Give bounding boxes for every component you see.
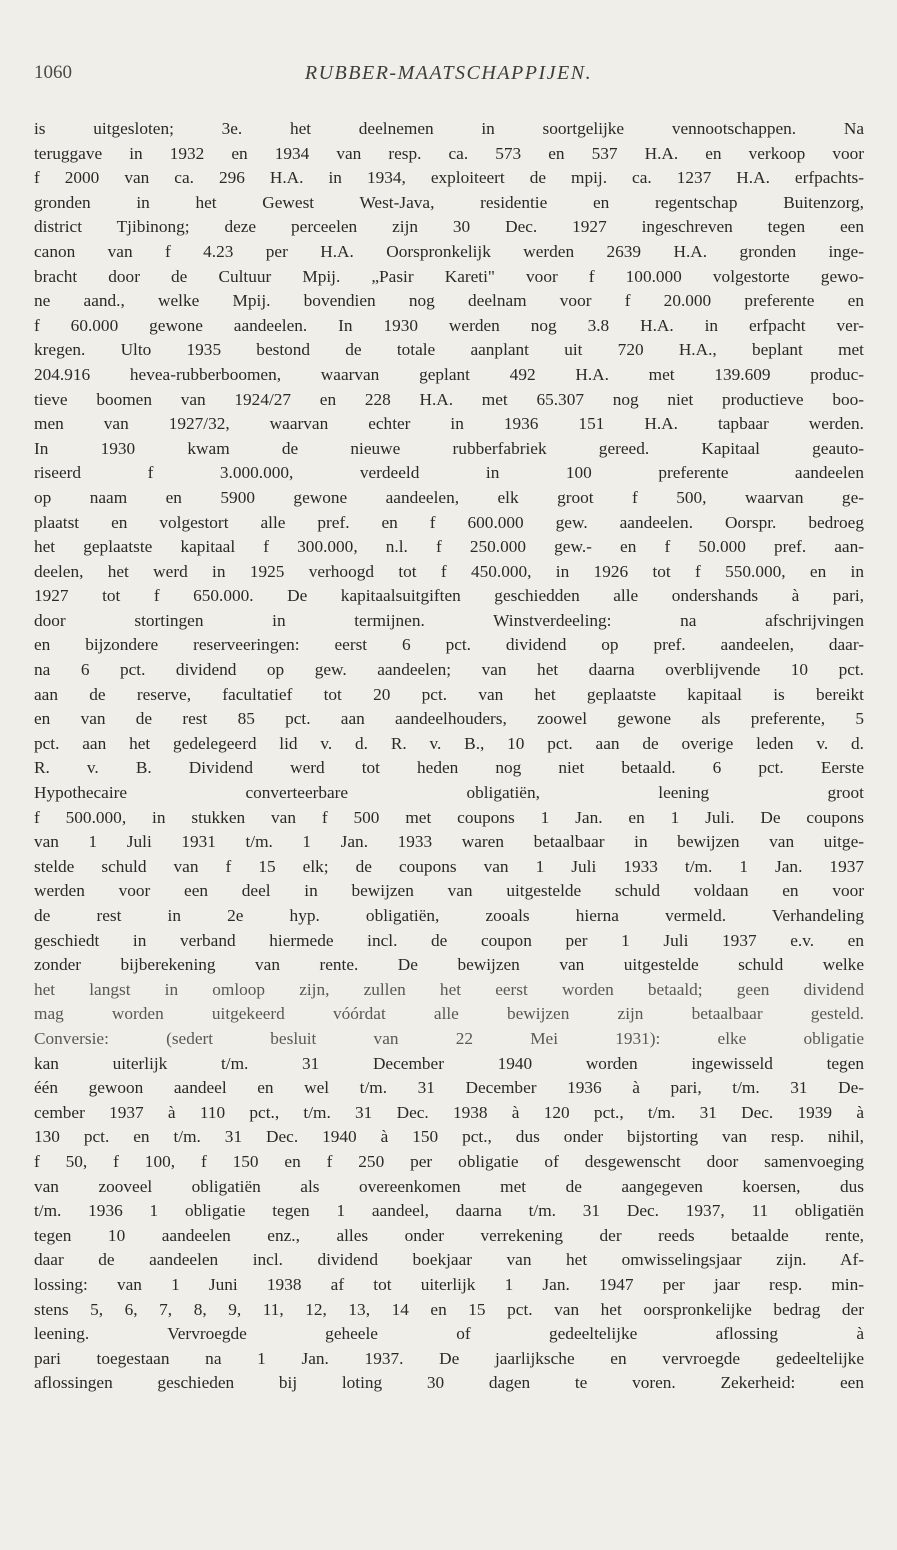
text-line: werden voor een deel in bewijzen van uitgestelde schuld voldaan en voor <box>34 881 864 901</box>
text-line: daar de aandeelen incl. dividend boekjaar van het omwisselingsjaar zijn. Af- <box>34 1250 864 1270</box>
text-line: van zooveel obligatiën als overeenkomen met de aangegeven koersen, dus <box>34 1176 864 1196</box>
text-line: cember 1937 à 110 pct., t/m. 31 Dec. 1938 à 120 pct., t/m. 31 Dec. 1939 à <box>34 1102 864 1122</box>
text-line: één gewoon aandeel en wel t/m. 31 December 1936 à pari, t/m. 31 De- <box>34 1078 864 1098</box>
text-line: aan de reserve, facultatief tot 20 pct. van het geplaatste kapitaal is bereikt <box>34 684 864 704</box>
text-line: na 6 pct. dividend op gew. aandeelen; van het daarna overblijvende 10 pct. <box>34 660 864 680</box>
text-line: riseerd f 3.000.000, verdeeld in 100 preferente aandeelen <box>34 463 864 483</box>
text-line: In 1930 kwam de nieuwe rubberfabriek gereed. Kapitaal geauto- <box>34 438 864 458</box>
text-line: tegen 10 aandeelen enz., alles onder verrekening der reeds betaalde rente, <box>34 1225 864 1245</box>
text-line: Conversie: (sedert besluit van 22 Mei 1931): elke obligatie <box>34 1028 864 1048</box>
running-title: RUBBER-MAATSCHAPPIJEN. <box>304 62 593 84</box>
text-line: aflossingen geschieden bij loting 30 dagen te voren. Zekerheid: een <box>34 1373 864 1393</box>
text-line: t/m. 1936 1 obligatie tegen 1 aandeel, daarna t/m. 31 Dec. 1937, 11 obligatiën <box>34 1201 864 1221</box>
text-line: pct. aan het gedelegeerd lid v. d. R. v. B., 10 pct. aan de overige leden v. d. <box>34 733 864 753</box>
text-line: plaatst en volgestort alle pref. en f 600.000 gew. aandeelen. Oorspr. bedroeg <box>34 512 864 532</box>
text-line: van 1 Juli 1931 t/m. 1 Jan. 1933 waren betaalbaar in bewijzen van uitge- <box>34 832 864 852</box>
text-line: stelde schuld van f 15 elk; de coupons van 1 Juli 1933 t/m. 1 Jan. 1937 <box>34 856 864 876</box>
text-line: canon van f 4.23 per H.A. Oorspronkelijk werden 2639 H.A. gronden inge- <box>34 241 864 261</box>
text-line: bracht door de Cultuur Mpij. „Pasir Kareti" voor f 100.000 volgestorte gewo- <box>34 266 864 286</box>
text-line: en van de rest 85 pct. aan aandeelhouders, zoowel gewone als preferente, 5 <box>34 709 864 729</box>
text-line: het geplaatste kapitaal f 300.000, n.l. f 250.000 gew.- en f 50.000 pref. aan- <box>34 537 864 557</box>
text-line: 130 pct. en t/m. 31 Dec. 1940 à 150 pct., dus onder bijstorting van resp. nihil, <box>34 1127 864 1147</box>
text-line: f 2000 van ca. 296 H.A. in 1934, exploiteert de mpij. ca. 1237 H.A. erfpachts- <box>34 168 864 188</box>
text-line: geschiedt in verband hiermede incl. de coupon per 1 Juli 1937 e.v. en <box>34 930 864 950</box>
text-line: R. v. B. Dividend werd tot heden nog niet betaald. 6 pct. Eerste <box>34 758 864 778</box>
text-line: 1927 tot f 650.000. De kapitaalsuitgiften geschiedden alle ondershands à pari, <box>34 586 864 606</box>
text-line: ne aand., welke Mpij. bovendien nog deelnam voor f 20.000 preferente en <box>34 291 864 311</box>
text-line: kregen. Ulto 1935 bestond de totale aanplant uit 720 H.A., beplant met <box>34 340 864 360</box>
text-line: zonder bijberekening van rente. De bewijzen van uitgestelde schuld welke <box>34 955 864 975</box>
text-line: en bijzondere reserveeringen: eerst 6 pct. dividend op pref. aandeelen, daar- <box>34 635 864 655</box>
text-line: gronden in het Gewest West-Java, residentie en regentschap Buitenzorg, <box>34 192 864 212</box>
text-line: tieve boomen van 1924/27 en 228 H.A. met 65.307 nog niet productieve boo- <box>34 389 864 409</box>
text-line: stens 5, 6, 7, 8, 9, 11, 12, 13, 14 en 15 pct. van het oorspronkelijke bedrag der <box>34 1299 864 1319</box>
text-line: f 50, f 100, f 150 en f 250 per obligatie of desgewenscht door samenvoeging <box>34 1151 864 1171</box>
page-header <box>34 62 863 90</box>
text-line: men van 1927/32, waarvan echter in 1936 151 H.A. tapbaar werden. <box>34 414 864 434</box>
text-line: f 60.000 gewone aandeelen. In 1930 werden nog 3.8 H.A. in erfpacht ver- <box>34 315 864 335</box>
text-line: is uitgesloten; 3e. het deelnemen in soortgelijke vennootschappen. Na <box>34 119 864 138</box>
text-line: kan uiterlijk t/m. 31 December 1940 worden ingewisseld tegen <box>34 1053 864 1073</box>
text-line: de rest in 2e hyp. obligatiën, zooals hierna vermeld. Verhandeling <box>34 906 864 925</box>
page-number: 1060 <box>34 62 72 83</box>
text-line: het langst in omloop zijn, zullen het eerst worden betaald; geen dividend <box>34 979 864 999</box>
text-line: teruggave in 1932 en 1934 van resp. ca. 573 en 537 H.A. en verkoop voor <box>34 143 864 163</box>
text-line: district Tjibinong; deze perceelen zijn 30 Dec. 1927 ingeschreven tegen een <box>34 217 864 237</box>
text-line: lossing: van 1 Juni 1938 af tot uiterlijk 1 Jan. 1947 per jaar resp. min- <box>34 1274 864 1294</box>
text-line: leening. Vervroegde geheele of gedeeltelijke aflossing à <box>34 1324 864 1344</box>
text-line: Hypothecaire converteerbare obligatiën, leening groot <box>34 783 864 803</box>
text-line: 204.916 hevea-rubberboomen, waarvan geplant 492 H.A. met 139.609 produc- <box>34 364 864 384</box>
text-line: mag worden uitgekeerd vóórdat alle bewijzen zijn betaalbaar gesteld. <box>34 1004 864 1024</box>
text-line: pari toegestaan na 1 Jan. 1937. De jaarlijksche en vervroegde gedeeltelijke <box>34 1348 864 1368</box>
text-line: f 500.000, in stukken van f 500 met coupons 1 Jan. en 1 Juli. De coupons <box>34 807 864 827</box>
text-line: deelen, het werd in 1925 verhoogd tot f 450.000, in 1926 tot f 550.000, en in <box>34 561 864 581</box>
body-text <box>34 117 864 1396</box>
text-line: op naam en 5900 gewone aandeelen, elk groot f 500, waarvan ge- <box>34 487 864 507</box>
text-line: door stortingen in termijnen. Winstverdeeling: na afschrijvingen <box>34 610 864 630</box>
